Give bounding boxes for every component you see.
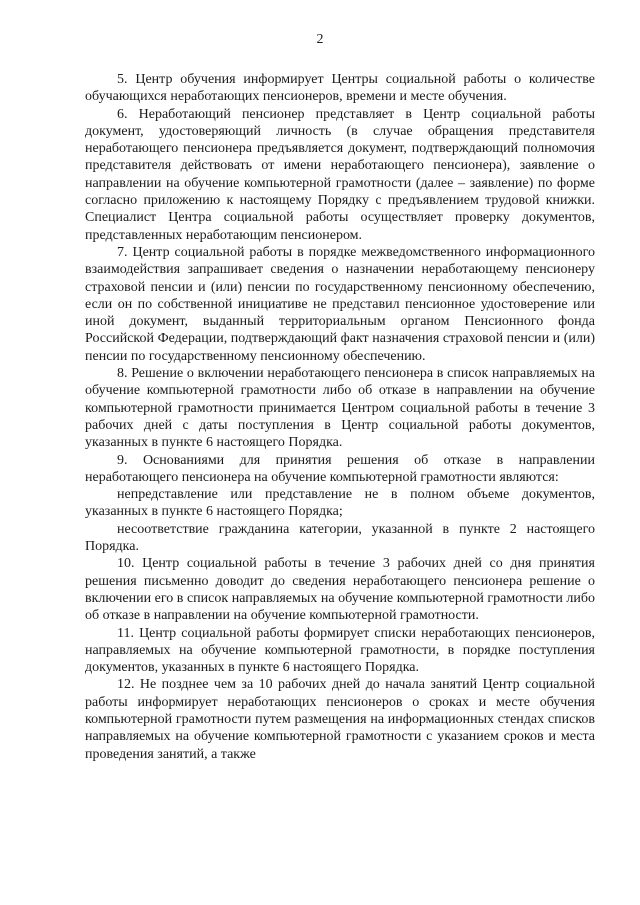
page-number: 2 bbox=[316, 32, 324, 47]
paragraph-7: 7. Центр социальной работы в порядке межведомственного информационного взаимодействия запрашивает сведения о назначении неработающему пенсионеру страховой пенсии и (или) пенсии по государственному пенсионному обеспечению, если он по собственной инициативе не представил пенсионное удостоверение или иной документ, выданный территориальным органом Пенсионного фонда Российской Федерации, подтверждающий факт назначения страховой пенсии и (или) пенсии по государственному пенсионному обеспечению. bbox=[85, 244, 595, 364]
paragraph-10: 10. Центр социальной работы в течение 3 рабочих дней со дня принятия решения письменно доводит до сведения неработающего пенсионера решение о включении его в список направляемых на обучение компьютерной грамотности либо об отказе в направлении на обучение компьютерной грамотности. bbox=[85, 556, 595, 624]
paragraph-5: 5. Центр обучения информирует Центры социальной работы о количестве обучающихся неработающих пенсионеров, времени и месте обучения. bbox=[85, 72, 595, 105]
paragraph-8: 8. Решение о включении неработающего пенсионера в список направляемых на обучение компьютерной грамотности либо об отказе в направлении на обучение компьютерной грамотности принимается Центром социальной работы в течение 3 рабочих дней с даты поступления в Центр социальной работы документов, указанных в пункте 6 настоящего Порядка. bbox=[85, 366, 595, 451]
paragraph-9-item-1: непредставление или представление не в полном объеме документов, указанных в пункте 6 настоящего Порядка; bbox=[85, 487, 595, 520]
paragraph-9: 9. Основаниями для принятия решения об отказе в направлении неработающего пенсионера на обучение компьютерной грамотности являются: bbox=[85, 452, 595, 485]
paragraph-12: 12. Не позднее чем за 10 рабочих дней до начала занятий Центр социальной работы информирует неработающих пенсионеров о сроках и месте обучения компьютерной грамотности путем размещения на информационных стендах списков направляемых на обучение компьютерной грамотности с указанием сроков и места проведения занятий, а также bbox=[85, 677, 595, 762]
paragraph-6: 6. Неработающий пенсионер представляет в Центр социальной работы документ, удостоверяющий личность (в случае обращения представителя неработающего пенсионера предъявляется документ, подтверждающий полномочия представителя действовать от имени неработающего пенсионера), заявление о направлении на обучение компьютерной грамотности (далее – заявление) по форме согласно приложению к настоящему Порядку с предъявлением трудовой книжки. Специалист Центра социальной работы осуществляет проверку документов, представленных неработающим пенсионером. bbox=[85, 106, 595, 243]
paragraph-11: 11. Центр социальной работы формирует списки неработающих пенсионеров, направляемых на обучение компьютерной грамотности, в порядке поступления документов, указанных в пункте 6 настоящего Порядка. bbox=[85, 625, 595, 676]
document-body bbox=[85, 71, 595, 763]
paragraph-9-item-2: несоответствие гражданина категории, указанной в пункте 2 настоящего Порядка. bbox=[85, 521, 595, 555]
